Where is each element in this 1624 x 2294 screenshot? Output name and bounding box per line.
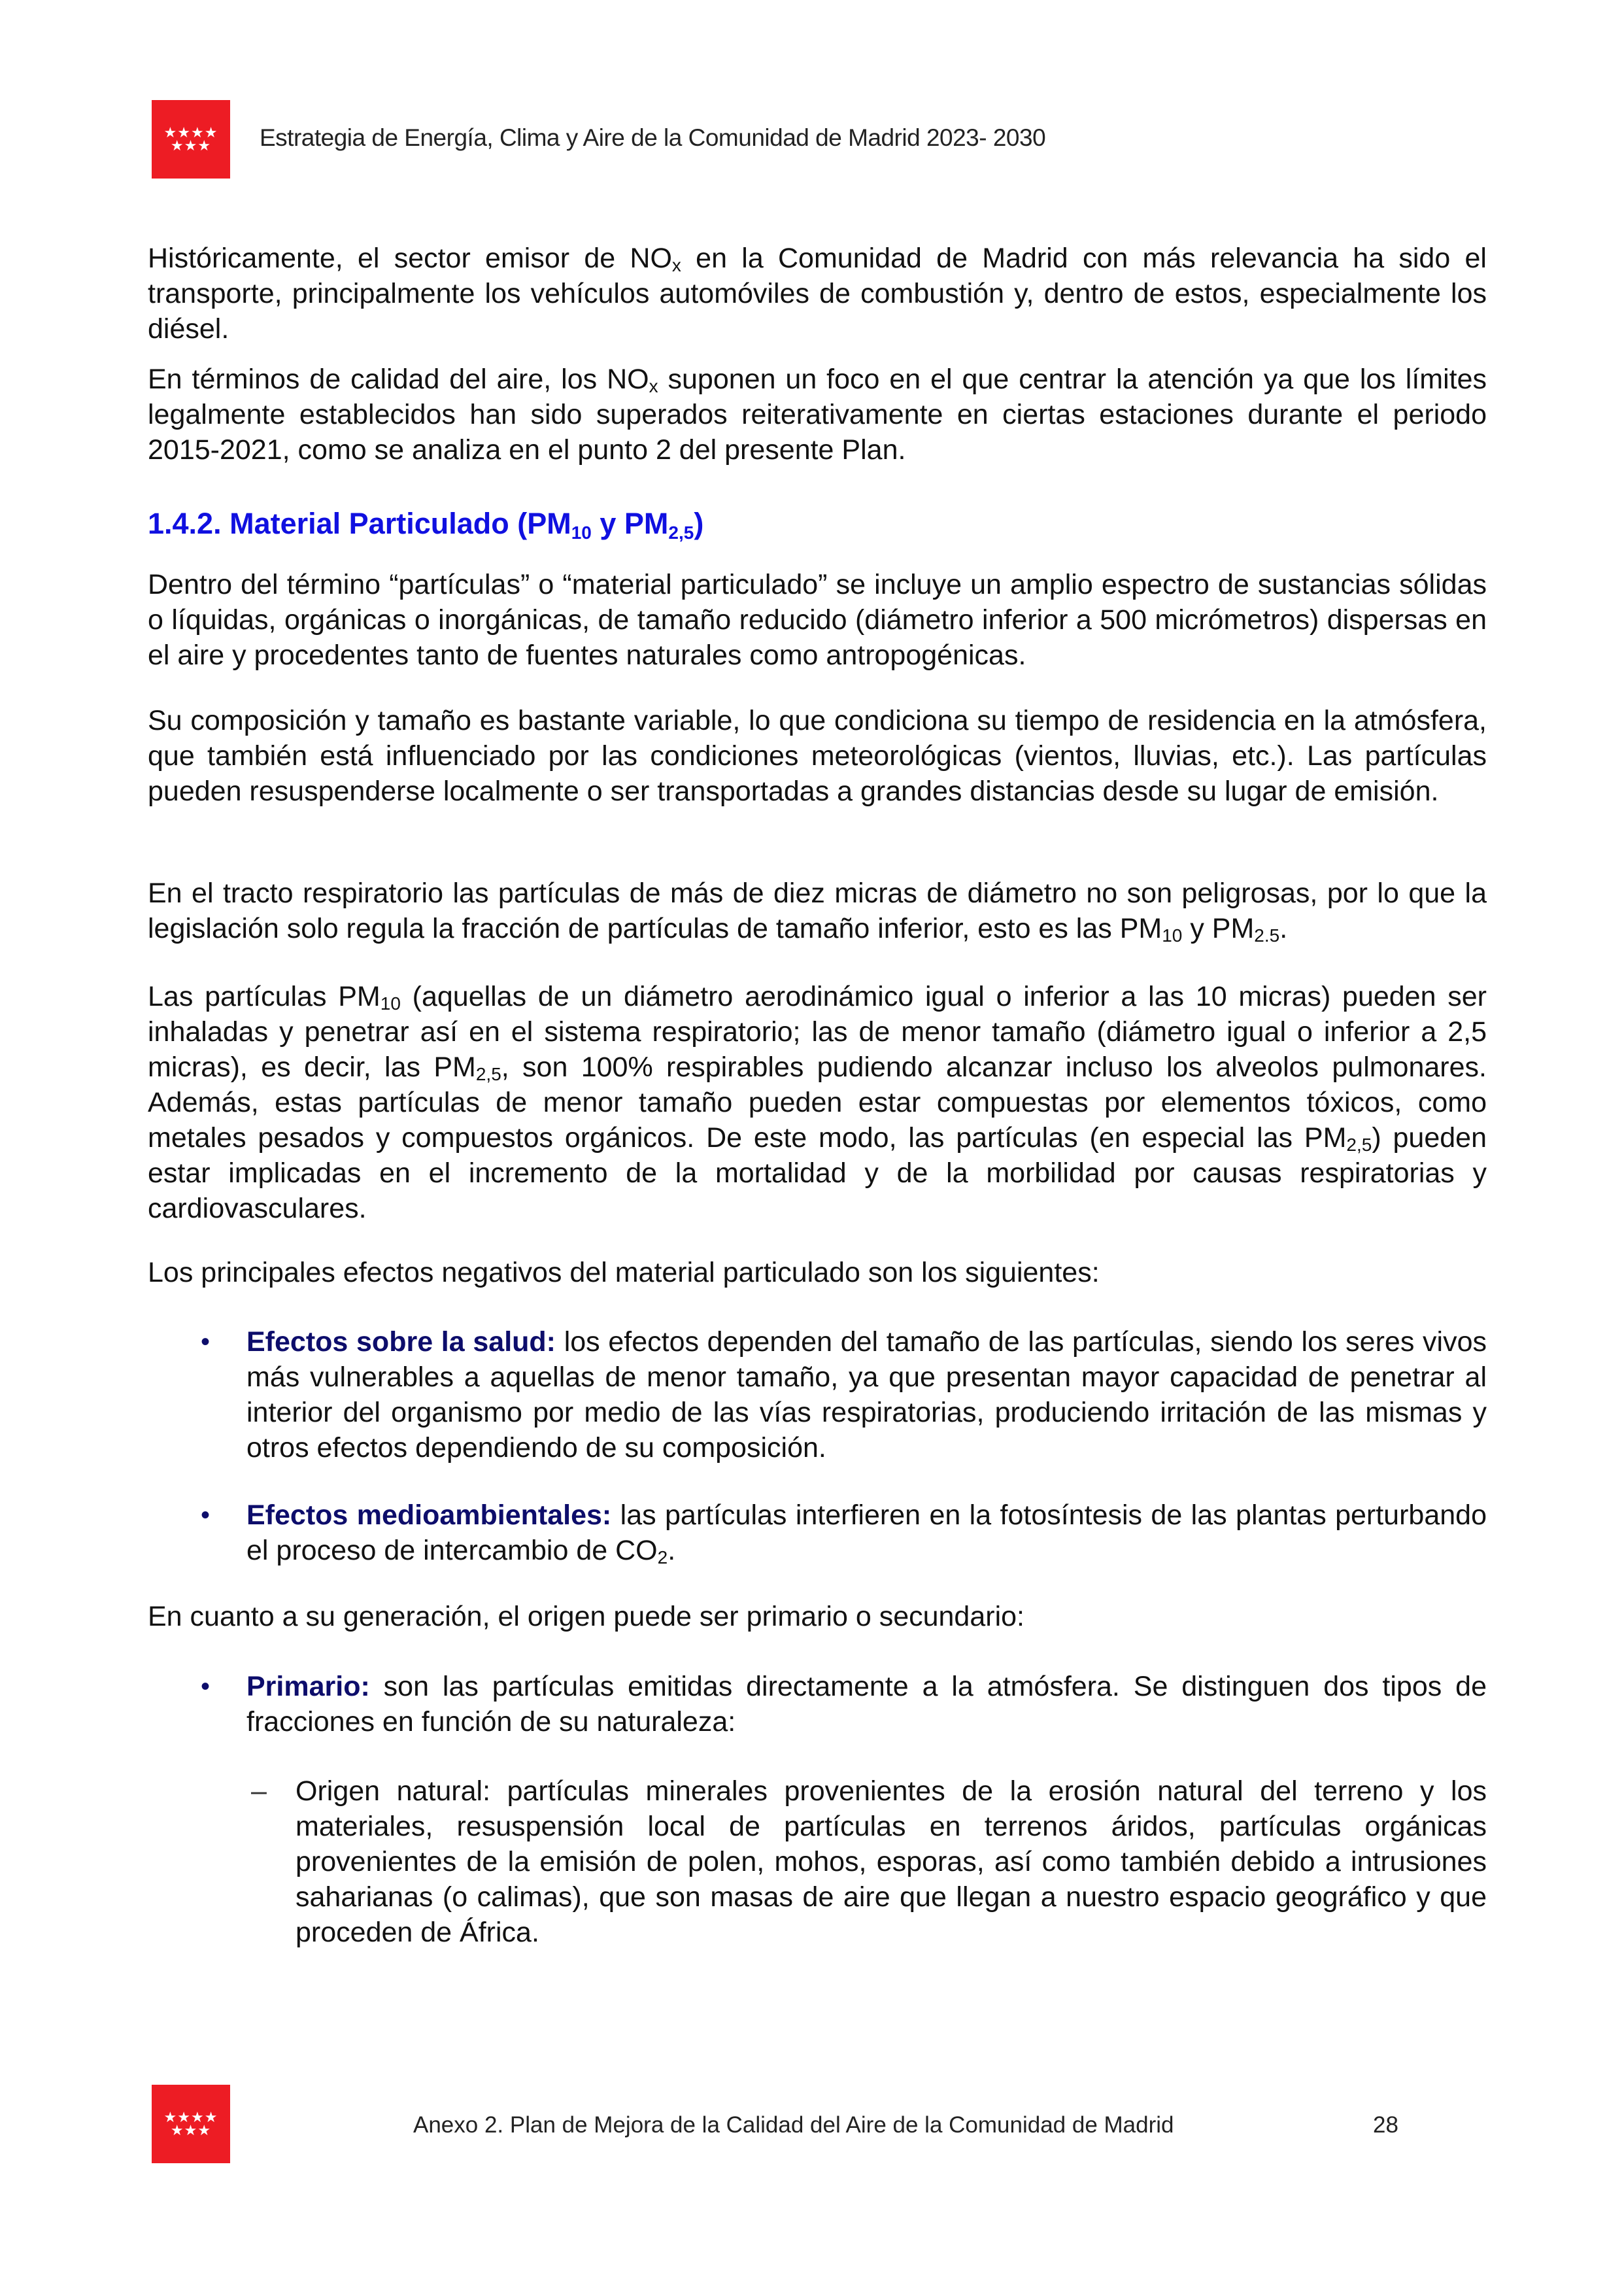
paragraph-composition: Su composición y tamaño es bastante variable, lo que condiciona su tiempo de residencia en la atmósfera, que también está influenciado por las condiciones meteorológicas (vientos, lluvias, etc.). Las partículas pueden resuspenderse localmente o ser transportadas a grandes distancias desde su lugar de emisión. — [148, 705, 1487, 807]
bullet-icon: • — [201, 1501, 211, 1530]
paragraph-nox-air-quality: En términos de calidad del aire, los $NO_x$ suponen un foco en el que centrar la atención ya que los límites legalmente establecidos han sido superados reiterativamente en ciertas estaciones durante el periodo 2015-2021, como se analiza en el punto 2 del presente Plan. — [148, 364, 1487, 466]
page-number: 28 — [1373, 2112, 1398, 2138]
comunidad-madrid-logo — [152, 100, 230, 179]
logo-stars: ★★★★ — [163, 124, 218, 141]
list-item-environment: • Efectos medioambientales: las partículas interfieren en la fotosíntesis de las plantas perturbando el proceso de intercambio de $CO_2$. — [246, 1498, 1487, 1568]
paragraph-nox-sources: Históricamente, el sector emisor de $NO_x$ en la Comunidad de Madrid con más relevancia ha sido el transporte, principalmente los vehículos automóviles de combustión y, dentro de estos, especialmente los diésel. — [148, 243, 1487, 345]
paragraph-effects-intro: Los principales efectos negativos del material particulado son los siguientes: — [148, 1257, 1100, 1288]
footer-text: Anexo 2. Plan de Mejora de la Calidad del Aire de la Comunidad de Madrid — [413, 2112, 1174, 2138]
bullet-icon: • — [201, 1672, 211, 1701]
paragraph-definition: Dentro del término “partículas” o “material particulado” se incluye un amplio espectro de sustancias sólidas o líquidas, orgánicas o inorgánicas, de tamaño reducido (diámetro inferior a 500 micrómetros) dispersas en el aire y procedentes tanto de fuentes naturales como antropogénicas. — [148, 569, 1487, 671]
list-item-primary: • Primario: son las partículas emitidas directamente a la atmósfera. Se distinguen dos tipos de fracciones en función de su naturaleza: — [246, 1669, 1487, 1739]
logo-stars-row2: ★★★ — [170, 2122, 212, 2138]
footer-logo — [152, 2085, 230, 2163]
bullet-icon: • — [201, 1327, 211, 1356]
logo-stars-row2: ★★★ — [170, 137, 212, 154]
section-heading: 1.4.2. Material Particulado ($PM_{10}$ y $PM_{2,5}$) — [148, 507, 704, 543]
paragraph-pm-health: Las partículas $PM_{10}$ (aquellas de un diámetro aerodinámico igual o inferior a las 10 micras) pueden ser inhaladas y penetrar así en el sistema respiratorio; las de menor tamaño (diámetro igual o inferior a 2,5 micras), es decir, las $PM_{2,5}$, son 100% respirables pudiendo alcanzar incluso los alveolos pulmonares. Además, estas partículas de menor tamaño pueden estar compuestas por elementos tóxicos, como metales pesados y compuestos orgánicos. De este modo, las partículas (en especial las $PM_{2,5}$) pueden estar implicadas en el incremento de la mortalidad y de la morbilidad por causas respiratorias y cardiovasculares. — [148, 981, 1487, 1224]
sublist-item-natural-origin: – Origen natural: partículas minerales provenientes de la erosión natural del terreno y los materiales, resuspensión local de partículas en terrenos áridos, partículas orgánicas provenientes de la emisión de polen, mohos, esporas, así como también debido a intrusiones saharianas (o calimas), que son masas de aire que llegan a nuestro espacio geográfico y que proceden de África. — [296, 1773, 1487, 1950]
paragraph-generation: En cuanto a su generación, el origen puede ser primario o secundario: — [148, 1601, 1024, 1632]
paragraph-respiratory: En el tracto respiratorio las partículas de más de diez micras de diámetro no son peligrosas, por lo que la legislación solo regula la fracción de partículas de tamaño inferior, esto es las $PM_{10}$ y $PM_{2.5}$. — [148, 878, 1487, 946]
list-item-health: • Efectos sobre la salud: los efectos dependen del tamaño de las partículas, siendo los seres vivos más vulnerables a aquellas de menor tamaño, ya que presentan mayor capacidad de penetrar al interior del organismo por medio de las vías respiratorias, produciendo irritación de las mismas y otros efectos dependiendo de su composición. — [246, 1324, 1487, 1465]
dash-icon: – — [251, 1775, 267, 1807]
logo-stars: ★★★★ — [163, 2109, 218, 2125]
header-title: Estrategia de Energía, Clima y Aire de la Comunidad de Madrid 2023- 2030 — [260, 124, 1046, 151]
